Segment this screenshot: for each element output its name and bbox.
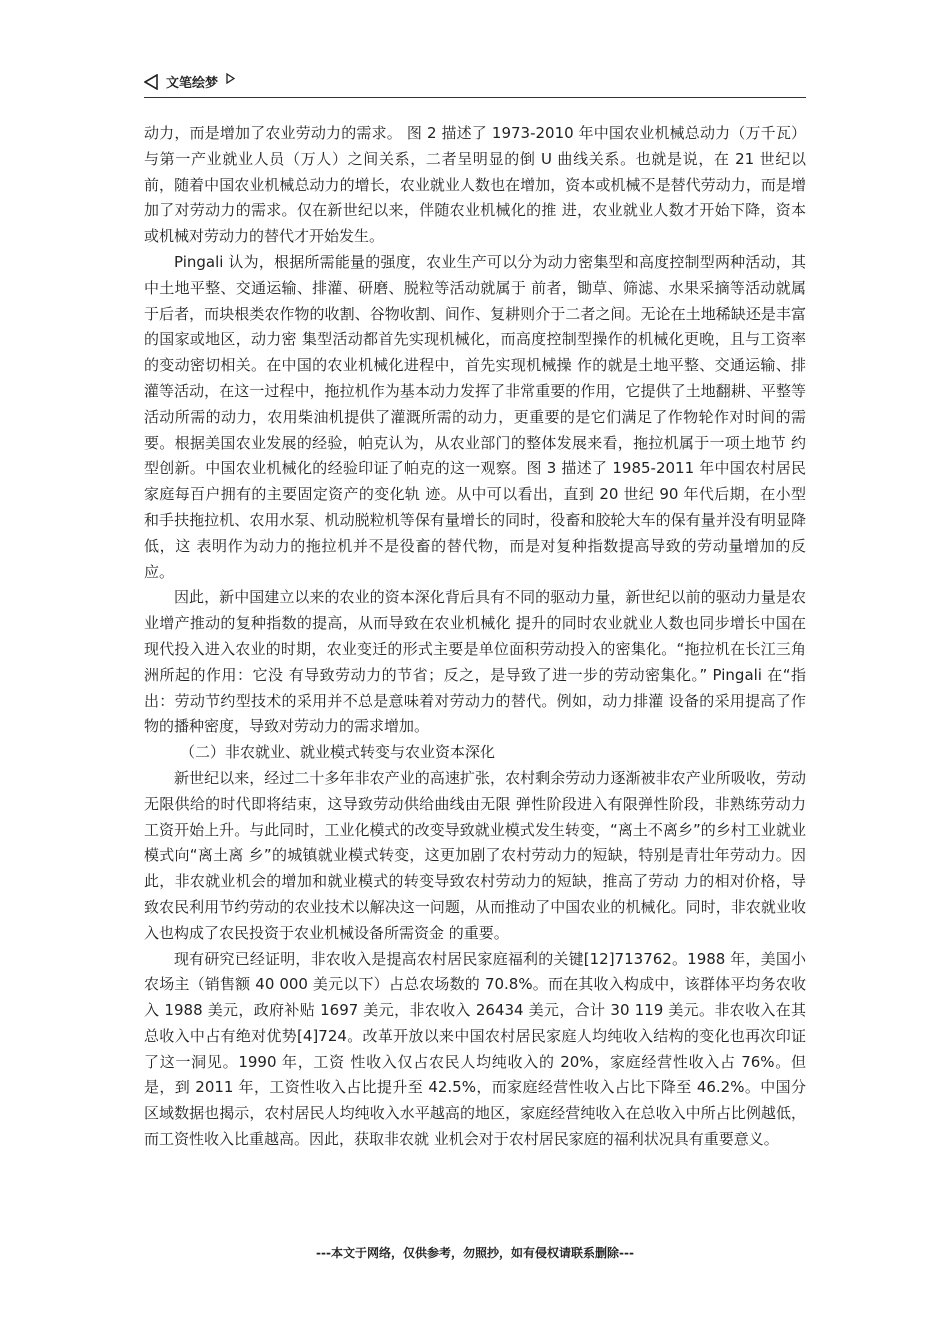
page-header bbox=[144, 72, 806, 98]
header-rule bbox=[144, 97, 806, 98]
triangle-right-icon bbox=[226, 73, 235, 84]
section-heading: （二）非农就业、就业模式转变与农业资本深化 bbox=[180, 743, 496, 762]
triangle-left-icon bbox=[144, 74, 158, 90]
brand-mark bbox=[144, 72, 235, 91]
paragraph: 动力，而是增加了农业劳动力的需求。 图 2 描述了 1973-2010 年中国农业机械总动力（万千瓦）与第一产业就业人员（万人）之间关系，二者呈明显的倒 U 曲线关系。也就是说，在 21 世纪以 前，随着中国农业机械总动力的增长，农业就业人数也在增加，资本或机械不是替代劳动力，而是增加了对劳动力的需求。仅在新世纪以来，伴随农业机械化的推 进，农业就业人数才开始下降，资本或机械对劳动力的替代才开始发生。 bbox=[144, 124, 806, 246]
document-body bbox=[144, 121, 806, 1153]
paragraph: 现有研究已经证明，非农收入是提高农村居民家庭福利的关键[12]713762。1988 年，美国小农场主（销售额 40 000 美元以下）占总农场数的 70.8%。而在其收入构成中，该群体平均务农收入 1988 美元，政府补贴 1697 美元，非农收入 26434 美元，合计 30 119 美元。非农收入在其总收入中占有绝对优势[4]724。改革开放以来中国农村居民家庭人均纯收入结构的变化也再次印证了这一洞见。1990 年，工资 性收入仅占农民人均纯收入的 20%，家庭经营性收入占 76%。但是，到 2011 年，工资性收入占比提升至 42.5%，而家庭经营性收入占比下降至 46.2%。中国分区域数据也揭示，农村居民人均纯收入水平越高的地区，家庭经营纯收入在总收入中所占比例越低，而工资性收入比重越高。因此，获取非农就 业机会对于农村居民家庭的福利状况具有重要意义。 bbox=[144, 949, 806, 1149]
footer-notice: ---本文于网络，仅供参考，勿照抄，如有侵权请联系删除--- bbox=[316, 1246, 634, 1260]
paragraph: 新世纪以来，经过二十多年非农产业的高速扩张，农村剩余劳动力逐渐被非农产业所吸收，劳动无限供给的时代即将结束，这导致劳动供给曲线由无限 弹性阶段进入有限弹性阶段，非熟练劳动力工资开始上升。与此同时，工业化模式的改变导致就业模式发生转变，“离土不离乡”的乡村工业就业模式向“离土离 乡”的城镇就业模式转变，这更加剧了农村劳动力的短缺，特别是青壮年劳动力。因此，非农就业机会的增加和就业模式的转变导致农村劳动力的短缺，推高了劳动 力的相对价格，导致农民利用节约劳动的农业技术以解决这一问题，从而推动了中国农业的机械化。同时，非农就业收入也构成了农民投资于农业机械设备所需资金 的重要。 bbox=[144, 768, 806, 942]
brand-name: 文笔绘梦 bbox=[166, 76, 219, 91]
paragraph: 因此，新中国建立以来的农业的资本深化背后具有不同的驱动力量，新世纪以前的驱动力量是农业增产推动的复种指数的提高，从而导致在农业机械化 提升的同时农业就业人数也同步增长中国在现代投入进入农业的时期，农业变迁的形式主要是单位面积劳动投入的密集化。“拖拉机在长江三角洲所起的作用：它没 有导致劳动力的节省；反之，是导致了进一步的劳动密集化。” Pingali 在“指出：劳动节约型技术的采用并不总是意味着对劳动力的替代。例如，动力排灌 设备的采用提高了作物的播种密度，导致对劳动力的需求增加。 bbox=[144, 588, 806, 736]
paragraph: Pingali 认为，根据所需能量的强度，农业生产可以分为动力密集型和高度控制型两种活动，其中土地平整、交通运输、排灌、研磨、脱粒等活动就属于 前者，锄草、筛滤、水果采摘等活动就属于后者，而块根类农作物的收割、谷物收割、间作、复耕则介于二者之间。无论在土地稀缺还是丰富的国家或地区，动力密 集型活动都首先实现机械化，而高度控制型操作的机械化更晚，且与工资率的变动密切相关。在中国的农业机械化进程中，首先实现机械操 作的就是土地平整、交通运输、排灌等活动，在这一过程中，拖拉机作为基本动力发挥了非常重要的作用，它提供了土地翻耕、平整等活动所需的动力，农用柴油机提供了灌溉所需的动力，更重要的是它们满足了作物轮作对时间的需要。根据美国农业发展的经验，帕克认为，从农业部门的整体发展来看，拖拉机属于一项土地节 约型创新。中国农业机械化的经验印证了帕克的这一观察。图 3 描述了 1985-2011 年中国农村居民家庭每百户拥有的主要固定资产的变化轨 迹。从中可以看出，直到 20 世纪 90 年代后期，在小型和手扶拖拉机、农用水泵、机动脱粒机等保有量增长的同时，役畜和胶轮大车的保有量并没有明显降低，这 表明作为动力的拖拉机并不是役畜的替代物，而是对复种指数提高导致的劳动量增加的反应。 bbox=[144, 252, 806, 581]
